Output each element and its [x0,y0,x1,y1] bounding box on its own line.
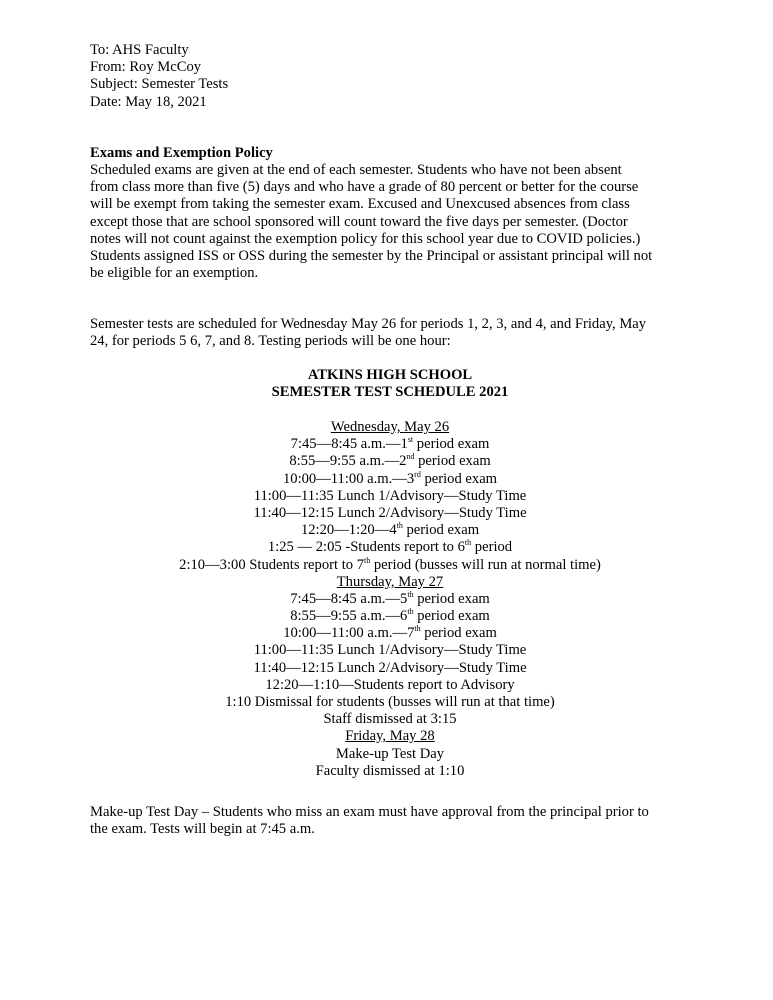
schedule-row: 7:45—8:45 a.m.—5th period exam [290,590,490,607]
policy-line: will be exempt from taking the semester exam. Excused and Unexcused absences from class [90,196,630,213]
makeup-line: Make-up Test Day – Students who miss an exam must have approval from the principal prior to [90,803,649,820]
schedule-row: Make-up Test Day [335,745,445,762]
policy-line: except those that are school sponsored will count toward the five days per semester. (Doctor [90,213,628,230]
schedule-title [90,367,690,401]
test-schedule [90,419,690,780]
schedule-row: 11:40—12:15 Lunch 2/Advisory—Study Time [253,659,527,676]
policy-line: be eligible for an exemption. [90,265,259,282]
schedule-row: 12:20—1:20—4th period exam [300,521,480,539]
intro-paragraph [90,316,690,350]
schedule-heading: SEMESTER TEST SCHEDULE 2021 [271,383,509,400]
friday-heading: Friday, May 28 [345,728,435,745]
memo-header [90,42,690,111]
school-name: ATKINS HIGH SCHOOL [307,366,473,383]
memo-date: Date: May 18, 2021 [90,93,207,110]
memo-to: To: AHS Faculty [90,42,189,58]
schedule-row: 12:20—1:10—Students report to Advisory [265,676,515,693]
schedule-row: 7:45—8:45 a.m.—1st period exam [290,435,490,453]
schedule-row: 10:00—11:00 a.m.—7th period exam [283,624,497,642]
makeup-paragraph [90,804,690,838]
policy-line: notes will not count against the exemption policy for this school year due to COVID policies.) [90,230,641,247]
makeup-line: the exam. Tests will begin at 7:45 a.m. [90,821,315,838]
policy-section [90,145,690,283]
schedule-row: 1:25 — 2:05 -Students report to 6th period [267,538,513,556]
memo-from: From: Roy McCoy [90,59,202,76]
schedule-row: 11:40—12:15 Lunch 2/Advisory—Study Time [253,504,527,521]
thursday-heading: Thursday, May 27 [336,573,444,590]
policy-heading: Exams and Exemption Policy [90,144,273,161]
schedule-row: 8:55—9:55 a.m.—6th period exam [290,607,490,625]
memo-document [90,0,690,838]
memo-subject: Subject: Semester Tests [90,76,229,93]
schedule-row: Faculty dismissed at 1:10 [315,762,465,779]
intro-line: Semester tests are scheduled for Wednesday May 26 for periods 1, 2, 3, and 4, and Friday, May [90,316,647,333]
intro-line: 24, for periods 5 6, 7, and 8. Testing periods will be one hour: [90,333,451,350]
schedule-row: 8:55—9:55 a.m.—2nd period exam [289,452,491,470]
schedule-row: 10:00—11:00 a.m.—3rd period exam [282,469,498,487]
policy-line: Scheduled exams are given at the end of each semester. Students who have not been absent [90,161,622,178]
schedule-row: 1:10 Dismissal for students (busses will run at that time) [225,694,555,710]
schedule-row: 2:10—3:00 Students report to 7th period (busses will run at normal time) [179,555,601,573]
schedule-row: 11:00—11:35 Lunch 1/Advisory—Study Time [253,487,527,504]
schedule-row: 11:00—11:35 Lunch 1/Advisory—Study Time [253,642,527,659]
policy-line: from class more than five (5) days and who have a grade of 80 percent or better for the course [90,179,639,196]
wednesday-heading: Wednesday, May 26 [330,419,450,435]
schedule-row: Staff dismissed at 3:15 [323,711,457,728]
policy-line: Students assigned ISS or OSS during the semester by the Principal or assistant principal will not [90,247,653,264]
